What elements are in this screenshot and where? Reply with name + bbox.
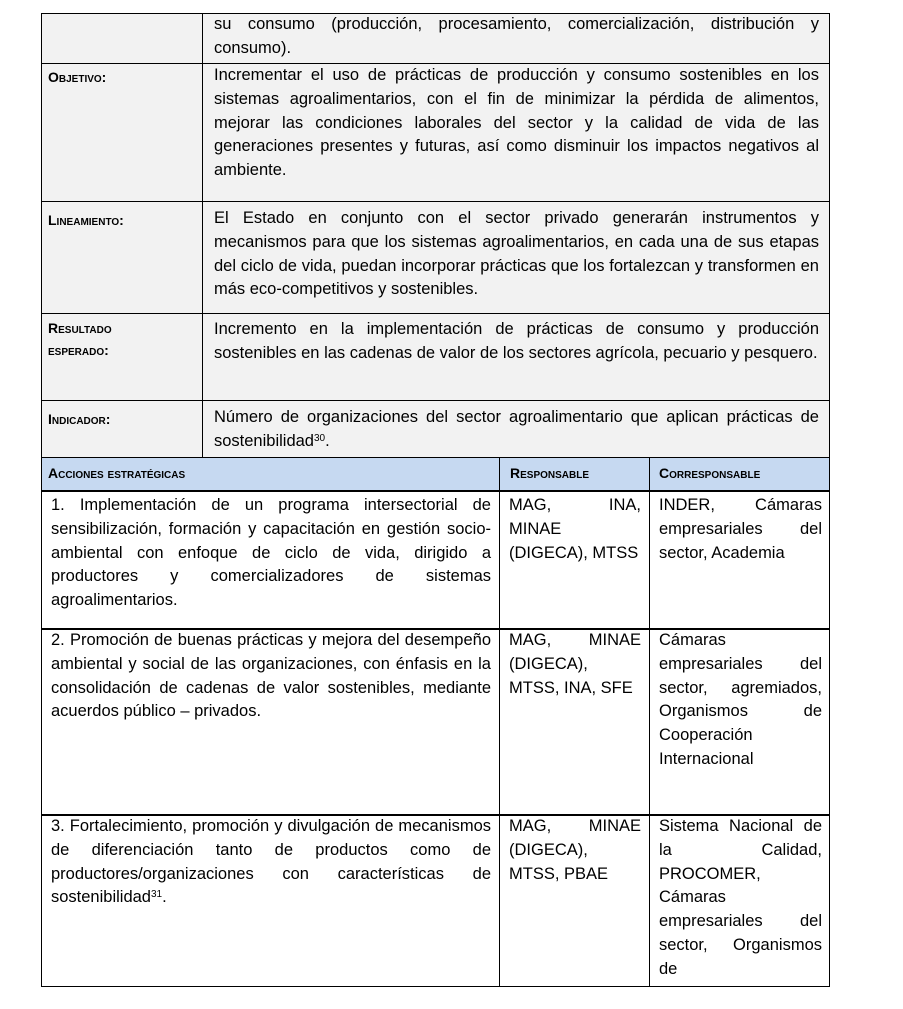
action-2-corresponsable: Cámaras empresariales del sector, agremiados, Organismos de Cooperación Internacional (659, 631, 822, 768)
resultado-label-line2: esperado: (48, 342, 109, 358)
hline-6 (41, 490, 830, 492)
hline-8 (41, 814, 830, 816)
resultado-label (41, 313, 202, 361)
action-2-responsable: MAG, MINAE (DIGECA), MTSS, INA, SFE (509, 631, 641, 697)
border-left (41, 13, 42, 987)
action-1-corresponsable: INDER, Cámaras empresariales del sector, Academia (659, 496, 822, 562)
hline-2 (41, 201, 830, 202)
indicador-text-main: Número de organizaciones del sector agroalimentario que aplican prácticas de sostenibilidad (214, 408, 819, 450)
strategy-table (41, 13, 830, 987)
action-1-text: 1. Implementación de un programa intersectorial de sensibilización, formación y capacitación en gestión socio-ambiental con enfoque de ciclo de vida, dirigido a productores y comercializadores de sistemas agroalimentarios. (51, 496, 491, 610)
footnote-30[interactable]: 30 (313, 432, 326, 444)
footnote-31[interactable]: 31 (150, 889, 163, 901)
actions-header-row (41, 457, 830, 490)
lineamiento-row (41, 201, 830, 313)
divider-responsable-col (499, 457, 500, 987)
indicador-label: Indicador: (48, 411, 111, 427)
divider-label-col (202, 13, 203, 457)
hline-5 (41, 457, 830, 458)
border-right (829, 13, 830, 987)
action-3-corresponsable: Sistema Nacional de la Calidad, PROCOMER, Cámaras empresariales del sector, Organismos de (659, 817, 822, 978)
continuation-text: su consumo (producción, procesamiento, comercialización, distribución y consumo). (214, 15, 819, 57)
action-row-2 (41, 628, 830, 814)
action-2-text: 2. Promoción de buenas prácticas y mejora del desempeño ambiental y social de las organizaciones, con énfasis en la consolidación de cadenas de valor sostenibles, mediante acuerdos público – privados. (51, 631, 491, 721)
hline-1 (41, 63, 830, 64)
divider-corresponsable-col (649, 457, 650, 987)
action-3-responsable: MAG, MINAE (DIGECA), MTSS, PBAE (509, 817, 641, 883)
resultado-text: Incremento en la implementación de prácticas de consumo y producción sostenibles en las cadenas de valor de los sectores agrícola, pecuario y pesquero. (214, 320, 819, 362)
action-row-3 (41, 814, 830, 987)
indicador-text-end: . (325, 431, 330, 450)
resultado-row (41, 313, 830, 400)
continuation-label (41, 13, 202, 21)
hline-0 (41, 13, 830, 14)
header-acciones: Acciones estratégicas (48, 465, 186, 481)
objetivo-text: Incrementar el uso de prácticas de producción y consumo sostenibles en los sistemas agroalimentarios, con el fin de minimizar la pérdida de alimentos, mejorar las condiciones laborales del sector y la calidad de vida de las generaciones presentes y futuras, así como disminuir los impactos negativos al ambiente. (214, 66, 819, 180)
action-3-text-main: 3. Fortalecimiento, promoción y divulgación de mecanismos de diferenciación tanto de productos como de productores/organizaciones con características de sostenibilidad (51, 817, 491, 907)
objetivo-row (41, 63, 830, 201)
action-3-text (41, 814, 499, 910)
indicador-row (41, 400, 830, 457)
hline-7 (41, 628, 830, 630)
continuation-row (41, 13, 830, 63)
header-corresponsable: Corresponsable (659, 465, 761, 481)
lineamiento-label: Lineamiento: (48, 212, 124, 228)
action-row-1 (41, 490, 830, 628)
hline-4 (41, 400, 830, 401)
indicador-text (202, 400, 830, 454)
resultado-label-line1: Resultado (48, 320, 112, 336)
lineamiento-text: El Estado en conjunto con el sector privado generarán instrumentos y mecanismos para que los sistemas agroalimentarios, en cada una de sus etapas del ciclo de vida, puedan incorporar prácticas que los fortalezcan y transformen en más eco-competitivos y sostenibles. (214, 209, 819, 299)
action-1-responsable: MAG, INA, MINAE (DIGECA), MTSS (509, 496, 641, 562)
hline-3 (41, 313, 830, 314)
objetivo-label: Objetivo: (48, 69, 107, 85)
hline-9 (41, 986, 830, 987)
header-responsable: Responsable (510, 465, 590, 481)
action-3-text-end: . (162, 888, 167, 907)
